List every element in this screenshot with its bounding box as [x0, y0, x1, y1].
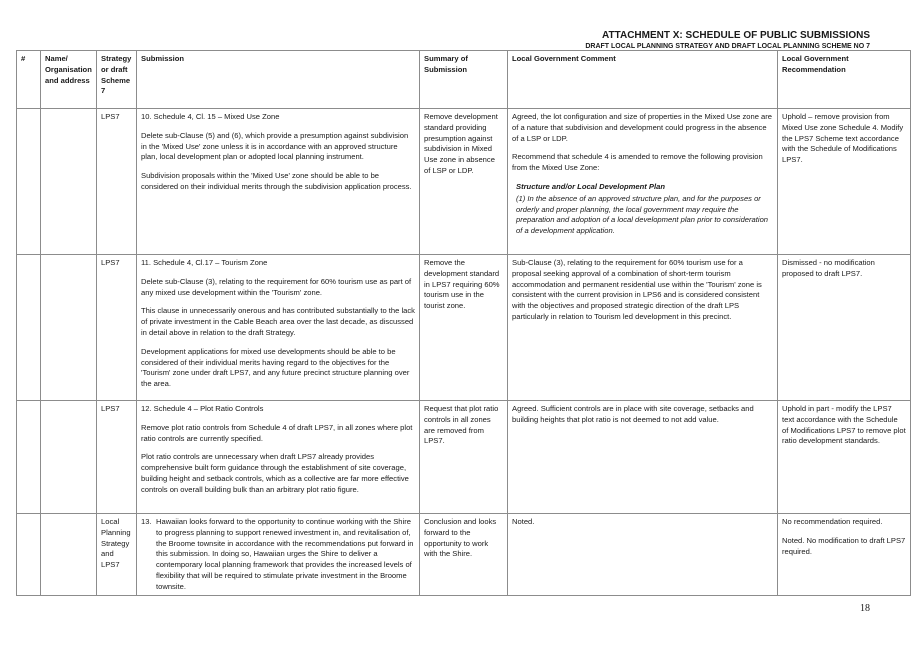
cell-recommendation: Uphold – remove provision from Mixed Use zone Schedule 4. Modify the LPS7 Scheme text accordance with the Schedule of Modifications LPS7. — [778, 109, 911, 255]
submission-title: 11. Schedule 4, Cl.17 – Tourism Zone — [141, 258, 268, 267]
comment-text: Recommend that schedule 4 is amended to remove the following provision from the Mixed Use Zone: — [512, 152, 763, 173]
numbered-paragraph — [141, 517, 415, 593]
cell-name — [41, 109, 97, 255]
page-number: 18 — [860, 603, 870, 614]
submission-text: Delete sub-Clause (3), relating to the requirement for 60% tourism use as part of any mixed use development within the 'Tourism' zone. — [141, 276, 412, 297]
cell-name — [41, 401, 97, 514]
cell-comment: Sub-Clause (3), relating to the requirement for 60% tourism use for a proposal seeking approval of a combination of short-term tourism accommodation and permanent residential use within the 'Tourism' zone is consistent with the current provision in LPS6 and is considered consistent with the objectives and proposed strategic direction of the draft LPS particularly in relation to Tourism led development in this precinct. — [508, 255, 778, 401]
submission-text: Delete sub-Clause (5) and (6), which provide a presumption against subdivision in the 'Mixed Use' zone unless it is in accordance with an approved structure plan, local development plan or adopted local planning instrument. — [141, 130, 409, 162]
cell-strategy: LPS7 — [97, 109, 137, 255]
cell-recommendation — [778, 514, 911, 596]
column-header-name: Name/ Organisation and address — [41, 51, 97, 109]
column-header-summary: Summary of Submission — [420, 51, 508, 109]
column-header-submission: Submission — [137, 51, 420, 109]
submission-text: This clause in unnecessarily onerous and has contributed substantially to the lack of private investment in the Cable Beach area over the last decade, as discussed in detail above in relation to the draft Strategy. — [141, 306, 415, 337]
cell-number — [17, 255, 41, 401]
cell-strategy: LPS7 — [97, 255, 137, 401]
cell-submission — [137, 255, 420, 401]
cell-strategy: LPS7 — [97, 401, 137, 514]
quoted-provision-text: (1) In the absence of an approved structure plan, and for the purposes or orderly and proper planning, the local government may require the preparation and adoption of a local development plan prior to consideration of a development application. — [516, 193, 769, 236]
submission-title: 12. Schedule 4 – Plot Ratio Controls — [141, 404, 264, 413]
table-row — [17, 514, 911, 596]
cell-submission — [137, 401, 420, 514]
cell-summary: Remove development standard providing presumption against subdivision in Mixed Use zone in absence of LSP or LDP. — [420, 109, 508, 255]
cell-summary: Request that plot ratio controls in all zones are removed from LPS7. — [420, 401, 508, 514]
cell-submission — [137, 109, 420, 255]
submission-text: Plot ratio controls are unnecessary when draft LPS7 already provides comprehensive built form guidance through the establishment of site coverage, building height and setback controls, which as a collective are far more effective controls on overall building bulk than an arbitrary plot ratio figure. — [141, 452, 409, 494]
table-row — [17, 255, 911, 401]
submissions-table — [16, 50, 911, 596]
table-header-row — [17, 51, 911, 109]
comment-text: Agreed, the lot configuration and size of properties in the Mixed Use zone are of a nature that subdivision and development could progress in the absence of a LSP or LDP. — [512, 112, 773, 143]
cell-name — [41, 514, 97, 596]
table-row — [17, 109, 911, 255]
cell-number — [17, 401, 41, 514]
column-header-comment: Local Government Comment — [508, 51, 778, 109]
recommendation-text: Noted. No modification to draft LPS7 required. — [782, 535, 906, 556]
submission-text: Development applications for mixed use developments should be able to be considered of their individual merits having regard to the objectives for the 'Tourism' zone under draft LPS7, and any future precinct structure planning over the area. — [141, 346, 410, 389]
column-header-recommendation: Local Government Recommendation — [778, 51, 911, 109]
cell-recommendation: Dismissed - no modification proposed to draft LPS7. — [778, 255, 911, 401]
cell-number — [17, 109, 41, 255]
table-row — [17, 401, 911, 514]
cell-strategy: Local Planning Strategy and LPS7 — [97, 514, 137, 596]
cell-comment — [508, 109, 778, 255]
quoted-provision-title: Structure and/or Local Development Plan — [516, 181, 665, 191]
document-title: ATTACHMENT X: SCHEDULE OF PUBLIC SUBMISSIONS — [602, 30, 870, 41]
column-header-number: # — [17, 51, 41, 109]
cell-submission — [137, 514, 420, 596]
submission-text: Remove plot ratio controls from Schedule 4 of draft LPS7, in all zones where plot ratio controls are currently specified. — [141, 422, 413, 443]
submission-title: 10. Schedule 4, Cl. 15 – Mixed Use Zone — [141, 112, 280, 121]
paragraph-number: 13. — [141, 517, 152, 526]
column-header-strategy: Strategy or draft Scheme 7 — [97, 51, 137, 109]
submission-text: Hawaiian looks forward to the opportunity to continue working with the Shire to progress planning to support renewed investment in, and revitalisation of, the Broome townsite in accordance with the recommendations put forward in this submission. In doing so, Hawaiian urges the Shire to deliver a contemporary local planning framework that provides the increased levels of flexibility that will be required to stimulate private investment in the Broome townsite. — [156, 517, 414, 591]
document-subtitle: DRAFT LOCAL PLANNING STRATEGY AND DRAFT LOCAL PLANNING SCHEME NO 7 — [585, 43, 870, 50]
cell-name — [41, 255, 97, 401]
cell-summary: Conclusion and looks forward to the opportunity to work with the Shire. — [420, 514, 508, 596]
cell-comment: Noted. — [508, 514, 778, 596]
cell-number — [17, 514, 41, 596]
cell-comment: Agreed. Sufficient controls are in place with site coverage, setbacks and building heights that plot ratio is not deemed to not add value. — [508, 401, 778, 514]
cell-summary: Remove the development standard in LPS7 requiring 60% tourism use in the tourist zone. — [420, 255, 508, 401]
submission-text: Subdivision proposals within the 'Mixed Use' zone should be able to be considered on their individual merits through the subdivision application process. — [141, 171, 412, 191]
cell-recommendation: Uphold in part - modify the LPS7 text accordance with the Schedule of Modifications LPS7 to remove plot ratio development standards. — [778, 401, 911, 514]
recommendation-text: No recommendation required. — [782, 517, 883, 526]
